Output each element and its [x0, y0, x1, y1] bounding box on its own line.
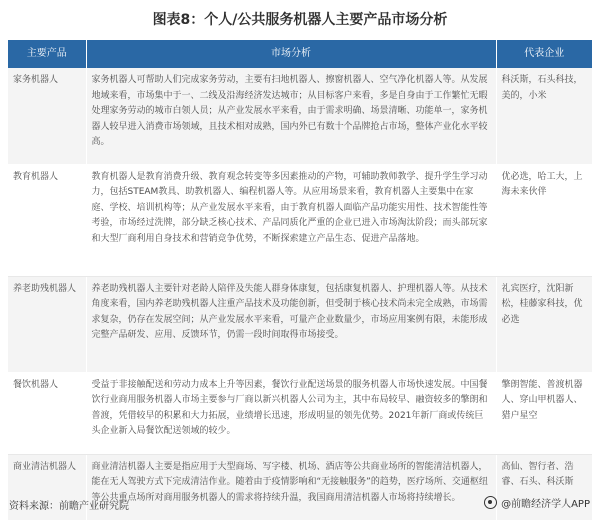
cell-analysis: 受益于非接触配送和劳动力成本上升等因素，餐饮行业配送场景的服务机器人市场快速发展。中国餐饮行业商用服务机器人市场主要参与厂商以新兴机器人公司为主，其中布局较早、融资较多的擎朗和普渡，凭借较早的积累和大力拓展，业绩增长迅速，形成明显的领先优势。2021年新厂商或传统巨头企业新入局餐饮配送领域的较少。 — [86, 372, 496, 454]
cell-analysis: 商业清洁机器人主要是指应用于大型商场、写字楼、机场、酒店等公共商业场所的智能清洁机器人，能在无人驾驶方式下完成清洁作业。随着由于疫情影响和“无接触服务”的趋势，医疗场所、交通枢纽等公共重点场所对商用服务机器人的需求将持续升温，我国商用清洁机器人市场将持续增长。 — [86, 454, 496, 520]
cell-companies: 高仙、智行者、浩睿、石头、科沃斯 — [496, 454, 592, 520]
header-product: 主要产品 — [8, 40, 86, 68]
table-row — [8, 372, 592, 454]
table-row — [8, 68, 592, 164]
page-title: 图表8：个人/公共服务机器人主要产品市场分析 — [152, 12, 448, 28]
source-note: 资料来源：前瞻产业研究院 — [9, 501, 129, 512]
cell-companies: 礼宾医疗，沈阳新松，桂藤家科技，优必选 — [496, 276, 592, 372]
brand-logo-icon — [484, 496, 497, 509]
cell-product: 养老助残机器人 — [8, 276, 86, 372]
table-row — [8, 276, 592, 372]
market-analysis-table — [8, 40, 592, 521]
header-companies: 代表企业 — [496, 40, 592, 68]
cell-analysis: 养老助残机器人主要针对老龄人陪伴及失能人群身体康复，包括康复机器人、护理机器人等。从技术角度来看，国内养老助残机器人注重产品技术及功能创新，但受制于核心技术尚未完全成熟，市场需求复杂，仍存在发展空间；从产业发展水平来看，可量产企业数量少，市场应用案例有限，未能形成完整产品研发、应用、反馈环节，仍需一段时间取得市场接受。 — [86, 276, 496, 372]
brand-credit — [484, 495, 590, 510]
brand-text: @前瞻经济学人APP — [501, 499, 590, 510]
cell-product: 教育机器人 — [8, 164, 86, 276]
table-row — [8, 164, 592, 276]
cell-companies: 优必选，哈工大，上海未来伙伴 — [496, 164, 592, 276]
cell-companies: 擎朗智能、普渡机器人、穿山甲机器人、猎户星空 — [496, 372, 592, 454]
cell-product: 餐饮机器人 — [8, 372, 86, 454]
cell-companies: 科沃斯，石头科技，美的，小米 — [496, 68, 592, 164]
header-analysis: 市场分析 — [86, 40, 496, 68]
cell-product: 商业清洁机器人 — [8, 454, 86, 520]
cell-analysis: 教育机器人是教育消费升级、教育观念转变等多因素推动的产物，可辅助教师教学、提升学生学习动力，包括STEAM教具、助教机器人、编程机器人等。从应用场景来看，教育机器人主要集中在家庭、学校、培训机构等；从产业发展水平来看，由于教育机器人面临产品功能实用性、技术智能性等考验，市场经过洗牌，部分缺乏核心技术、产品同质化严重的企业已进入市场淘汰阶段；而头部玩家和大型厂商利用自身技术和营销竞争优势，不断探索建立产品生态、促进产品落地。 — [86, 164, 496, 276]
cell-product: 家务机器人 — [8, 68, 86, 164]
cell-analysis: 家务机器人可帮助人们完成家务劳动，主要有扫地机器人、擦窗机器人、空气净化机器人等。从发展地域来看，市场集中于一、二线及沿海经济发达城市；从目标客户来看，多是自身由于工作繁忙无暇处理家务劳动的城市白领人员；从产业发展水平来看，由于需求明确、场景清晰、功能单一，家务机器人较早进入消费市场领域，且技术相对成熟，国内外已有数十个品牌抢占市场，整体产业化水平较高。 — [86, 68, 496, 164]
table-header-row — [8, 40, 592, 68]
